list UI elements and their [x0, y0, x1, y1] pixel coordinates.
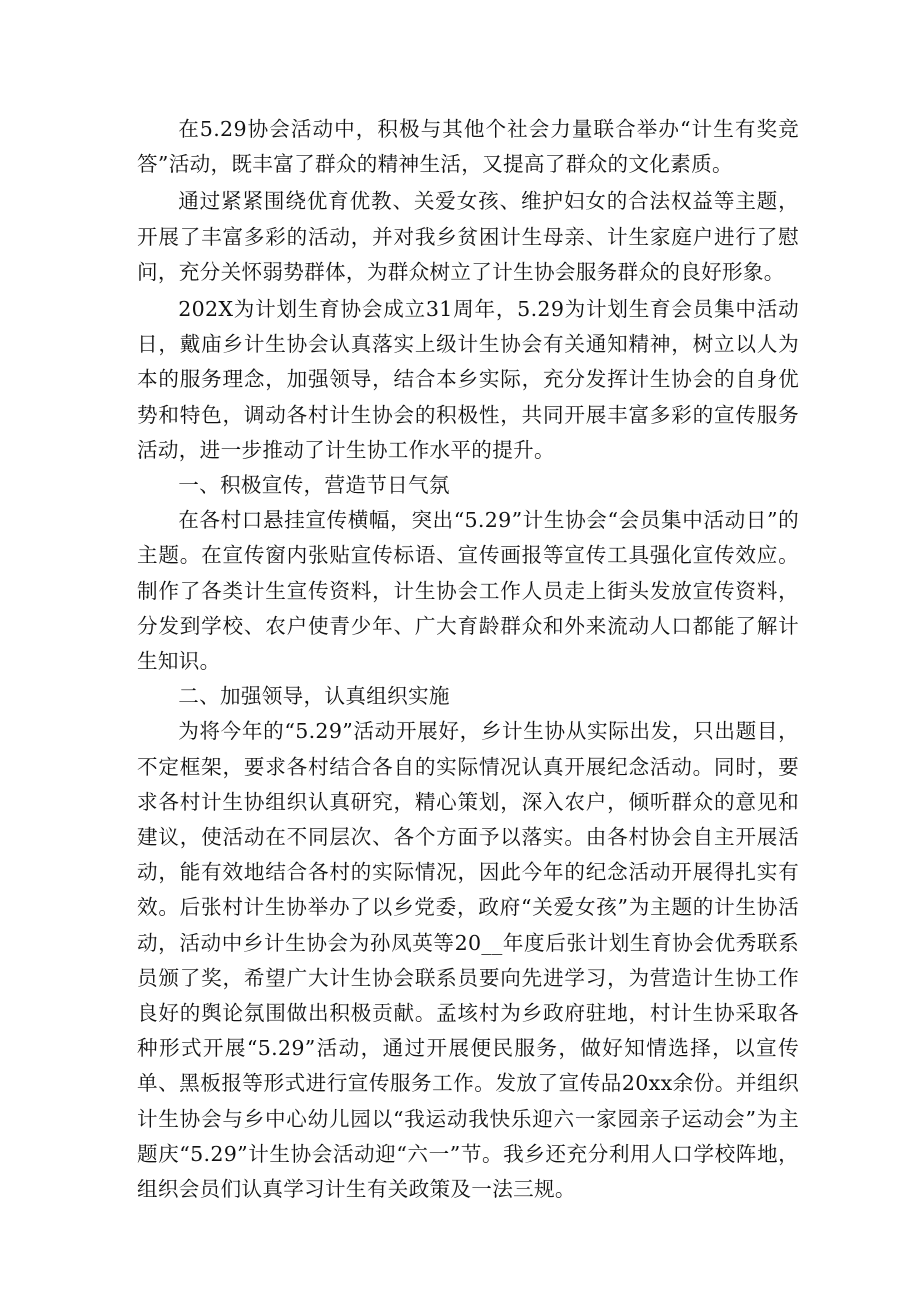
document-page	[137, 112, 799, 1207]
section-heading-leadership: 二、加强领导，认真组织实施	[178, 684, 450, 709]
paragraph-care-activities: 通过紧紧围绕优育优教、关爱女孩、维护妇女的合法权益等主题，开展了丰富多彩的活动，并对我乡贫困计生母亲、计生家庭户进行了慰问，充分关怀弱势群体，为群众树立了计生协会服务群众的良好形象。	[137, 189, 799, 284]
paragraph-quiz-activity: 在5.29协会活动中，积极与其他个社会力量联合举办“计生有奖竞答”活动，既丰富了群众的精神生活，又提高了群众的文化素质。	[137, 117, 799, 177]
paragraph-publicity: 在各村口悬挂宣传横幅，突出“5.29”计生协会“会员集中活动日”的主题。在宣传窗内张贴宣传标语、宣传画报等宣传工具强化宣传效应。制作了各类计生宣传资料，计生协会工作人员走上街头发放宣传资料，分发到学校、农户使青少年、广大育龄群众和外来流动人口都能了解计生知识。	[137, 508, 799, 674]
paragraph-anniversary: 202X为计划生育协会成立31周年，5.29为计划生育会员集中活动日，戴庙乡计生协会认真落实上级计生协会有关通知精神，树立以人为本的服务理念，加强领导，结合本乡实际，充分发挥计生协会的自身优势和特色，调动各村计生协会的积极性，共同开展丰富多彩的宣传服务活动，进一步推动了计生协工作水平的提升。	[137, 297, 799, 462]
paragraph-leadership: 为将今年的“5.29”活动开展好，乡计生协从实际出发，只出题目，不定框架，要求各村结合各自的实际情况认真开展纪念活动。同时，要求各村计生协组织认真研究，精心策划，深入农户，倾听群众的意见和建议，使活动在不同层次、各个方面予以落实。由各村协会自主开展活动，能有效地结合各村的实际情况，因此今年的纪念活动开展得扎实有效。后张村计生协举办了以乡党委，政府“关爱女孩”为主题的计生协活动，活动中乡计生协会为孙凤英等20__年度后张计划生育协会优秀联系员颁了奖，希望广大计生协会联系员要向先进学习，为营造计生协工作良好的舆论氛围做出积极贡献。孟垓村为乡政府驻地，村计生协采取各种形式开展“5.29”活动，通过开展便民服务，做好知情选择，以宣传单、黑板报等形式进行宣传服务工作。发放了宣传品20xx余份。并组织计生协会与乡中心幼儿园以“我运动我快乐迎六一家园亲子运动会”为主题庆“5.29”计生协会活动迎“六一”节。我乡还充分利用人口学校阵地，组织会员们认真学习计生有关政策及一法三规。	[137, 719, 799, 1202]
section-heading-publicity: 一、积极宣传，营造节日气氛	[178, 473, 450, 498]
